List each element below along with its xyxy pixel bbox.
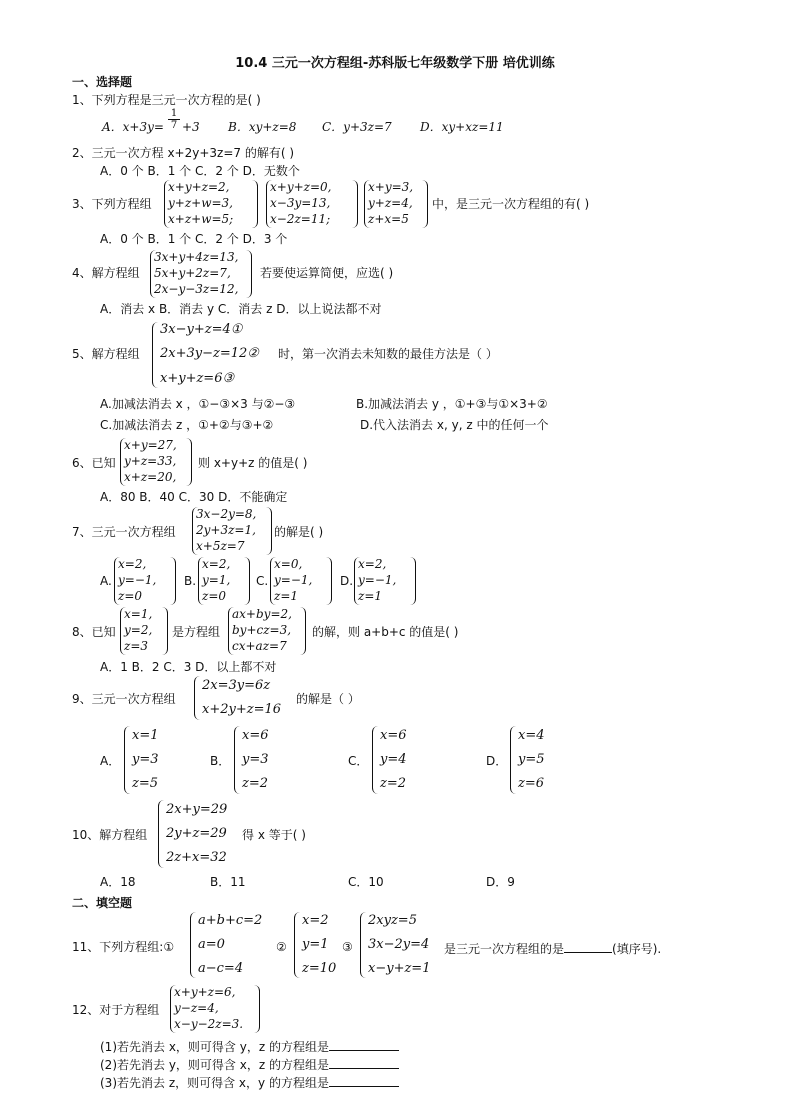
q12-part3-blank[interactable] (329, 1074, 399, 1087)
page-title: 10.4 三元一次方程组-苏科版七年级数学下册 培优训练 (235, 56, 555, 71)
q11-s1-eq2: a=0 (198, 937, 225, 952)
q3-system2-eq1: x+y+z=0, (270, 180, 332, 194)
q11-suffix-line (444, 940, 661, 956)
q4-eq3: 2x−y−3z=12, (154, 282, 239, 296)
q3-system3-bar (422, 180, 428, 228)
q5-eq3: x+y+z=6③ (160, 371, 235, 386)
q4-suffix: 若要使运算简便，应选( ) (260, 266, 394, 280)
q7-d-eq2: y=−1, (358, 573, 397, 587)
q12-part2: (2)若先消去 y，则可得含 x，z 的方程组是 (100, 1058, 329, 1072)
q8-system-bar (300, 607, 306, 655)
q12-eq3: x−y−2z=3. (174, 1017, 244, 1031)
q6-eq2: y+z=33, (124, 454, 177, 468)
q9-label-d: D． (486, 754, 508, 768)
q7-b-eq3: z=0 (202, 589, 227, 603)
q9-b-eq3: z=2 (242, 776, 269, 791)
q11-s3-eq3: x−y+z=1 (368, 961, 431, 976)
q2-options: A．0 个 B．1 个 C．2 个 D．无数个 (100, 164, 300, 178)
q7-d-eq1: x=2, (358, 557, 387, 571)
q7-c-eq1: x=0, (274, 557, 303, 571)
q3-system2-eq3: x−2z=11; (270, 212, 331, 226)
q10-prefix: 10、解方程组 (72, 828, 148, 842)
q8-sol-eq2: y=2, (124, 623, 153, 637)
q8-sol-eq3: z=3 (124, 639, 149, 653)
q7-a-eq2: y=−1, (118, 573, 157, 587)
q1-option-a: A．x+3y= (102, 120, 164, 134)
q11-suffix: 是三元一次方程组的是 (444, 942, 565, 956)
q7-b-eq2: y=1, (202, 573, 231, 587)
q8-eq2: by+cz=3, (232, 623, 292, 637)
q6-eq1: x+y=27, (124, 438, 177, 452)
q3-system3-eq3: z+x=5 (368, 212, 409, 226)
q5-eq2: 2x+3y−z=12② (160, 346, 259, 361)
q11-s2-eq1: x=2 (302, 913, 329, 928)
q9-label-b: B． (210, 754, 231, 768)
q12-part3-line (100, 1074, 399, 1090)
q10-suffix: 得 x 等于( ) (242, 828, 306, 842)
q11-s2-eq3: z=10 (302, 961, 337, 976)
q12-part1: (1)若先消去 x，则可得含 y，z 的方程组是 (100, 1040, 329, 1054)
q5-option-a: A.加减法消去 x ，①−③×3 与②−③ (100, 397, 296, 411)
q6-prefix: 6、已知 (72, 456, 116, 470)
q7-d-eq3: z=1 (358, 589, 383, 603)
q11-system3-brace (360, 912, 366, 978)
q11-circle-2: ② (276, 940, 287, 954)
q3-system1-eq2: y+z+w=3, (168, 196, 233, 210)
q12-prefix: 12、对于方程组 (72, 1003, 160, 1017)
section-heading-choice: 一、选择题 (72, 75, 133, 89)
q3-system2-bar (352, 180, 358, 228)
q11-s3-eq1: 2xyz=5 (368, 913, 417, 928)
q3-system3-eq2: y+z=4, (368, 196, 413, 210)
q10-system-brace (158, 800, 164, 868)
q3-system1-eq3: x+z+w=5; (168, 212, 234, 226)
q9-label-c: C． (348, 754, 369, 768)
q5-eq1: 3x−y+z=4① (160, 322, 243, 337)
q9-eq1: 2x=3y=6z (202, 678, 271, 693)
q12-eq1: x+y+z=6, (174, 985, 236, 999)
q7-a-bar (170, 557, 176, 605)
q7-d-bar (410, 557, 416, 605)
q1-option-a-tail: +3 (182, 120, 200, 134)
q7-label-a: A. (100, 574, 112, 588)
q3-system2-eq2: x−3y=13, (270, 196, 331, 210)
q11-s3-eq2: 3x−2y=4 (368, 937, 430, 952)
q6-eq3: x+z=20, (124, 470, 177, 484)
q7-eq3: x+5z=7 (196, 539, 245, 553)
q4-prefix: 4、解方程组 (72, 266, 140, 280)
q9-d-eq2: y=5 (518, 752, 545, 767)
q7-b-bar (244, 557, 250, 605)
q11-prefix: 11、下列方程组:① (72, 940, 175, 954)
q3-suffix: 中，是三元一次方程组的有( ) (432, 197, 590, 211)
q1-option-c: C．y+3z=7 (322, 120, 392, 134)
q9-label-a: A． (100, 754, 121, 768)
q4-eq2: 5x+y+2z=7, (154, 266, 231, 280)
q11-s2-eq2: y=1 (302, 937, 329, 952)
q8-prefix: 8、已知 (72, 625, 116, 639)
q10-eq2: 2y+z=29 (166, 826, 227, 841)
q7-label-c: C. (256, 574, 269, 588)
q7-suffix: 的解是( ) (274, 525, 324, 539)
q11-answer-blank[interactable] (564, 940, 612, 953)
q9-d-eq3: z=6 (518, 776, 545, 791)
q6-options: A．80 B．40 C．30 D．不能确定 (100, 490, 288, 504)
q8-mid: 是方程组 (172, 625, 221, 639)
q2-stem: 2、三元一次方程 x+2y+3z=7 的解有( ) (72, 146, 295, 160)
q11-s1-eq3: a−c=4 (198, 961, 244, 976)
q10-option-d: D．9 (486, 875, 515, 889)
q9-c-brace (372, 726, 378, 794)
q5-system-brace (152, 322, 158, 388)
q7-eq1: 3x−2y=8, (196, 507, 257, 521)
q12-part1-line (100, 1038, 399, 1054)
q6-system-bar (186, 438, 192, 486)
q10-option-c: C．10 (348, 875, 384, 889)
q7-c-eq2: y=−1, (274, 573, 313, 587)
q8-eq1: ax+by=2, (232, 607, 292, 621)
q3-prefix: 3、下列方程组 (72, 197, 152, 211)
q9-a-eq2: y=3 (132, 752, 159, 767)
q11-tail: (填序号). (612, 942, 662, 956)
q5-option-b: B.加减法消去 y ，①+③与①×3+② (356, 397, 548, 411)
q7-system-bar (266, 507, 272, 555)
q3-options: A．0 个 B．1 个 C．2 个 D．3 个 (100, 232, 288, 246)
q8-eq3: cx+az=7 (232, 639, 287, 653)
q7-prefix: 7、三元一次方程组 (72, 525, 176, 539)
q3-system1-eq1: x+y+z=2, (168, 180, 230, 194)
q9-b-eq2: y=3 (242, 752, 269, 767)
q5-option-c: C.加减法消去 z ，①+②与③+② (100, 418, 274, 432)
q1-stem: 1、下列方程是三元一次方程的是( ) (72, 93, 261, 107)
q9-system-brace (194, 676, 200, 720)
q10-option-b: B．11 (210, 875, 246, 889)
q9-eq2: x+2y+z=16 (202, 702, 282, 717)
q9-b-eq1: x=6 (242, 728, 269, 743)
q9-d-eq1: x=4 (518, 728, 545, 743)
q7-eq2: 2y+3z=1, (196, 523, 256, 537)
q12-part1-blank[interactable] (329, 1038, 399, 1051)
q11-system2-brace (294, 912, 300, 978)
q9-a-eq3: z=5 (132, 776, 159, 791)
q8-sol-eq1: x=1, (124, 607, 153, 621)
q12-eq2: y−z=4, (174, 1001, 219, 1015)
q1-option-b: B．xy+z=8 (228, 120, 297, 134)
q9-c-eq1: x=6 (380, 728, 407, 743)
q7-a-eq3: z=0 (118, 589, 143, 603)
q8-options: A．1 B．2 C．3 D．以上都不对 (100, 660, 277, 674)
section-heading-fill: 二、填空题 (72, 896, 133, 910)
q9-c-eq2: y=4 (380, 752, 407, 767)
q1-fraction (168, 108, 180, 131)
q7-b-eq1: x=2, (202, 557, 231, 571)
q9-c-eq3: z=2 (380, 776, 407, 791)
q9-prefix: 9、三元一次方程组 (72, 692, 176, 706)
q5-option-d: D.代入法消去 x, y, z 中的任何一个 (360, 418, 549, 432)
q7-c-eq3: z=1 (274, 589, 299, 603)
q5-suffix: 时，第一次消去未知数的最佳方法是（ ） (278, 347, 498, 361)
q4-options: A．消去 x B．消去 y C．消去 z D．以上说法都不对 (100, 302, 382, 316)
q1-fraction-den: 7 (168, 119, 180, 131)
q7-label-d: D. (340, 574, 354, 588)
q8-solution-bar (162, 607, 168, 655)
q5-prefix: 5、解方程组 (72, 347, 140, 361)
q7-label-b: B. (184, 574, 197, 588)
q3-system1-bar (252, 180, 258, 228)
q4-eq1: 3x+y+4z=13, (154, 250, 239, 264)
q11-s1-eq1: a+b+c=2 (198, 913, 263, 928)
q10-eq1: 2x+y=29 (166, 802, 228, 817)
q9-b-brace (234, 726, 240, 794)
q12-part3: (3)若先消去 z，则可得含 x，y 的方程组是 (100, 1076, 329, 1090)
q8-suffix: 的解，则 a+b+c 的值是( ) (312, 625, 459, 639)
q10-eq3: 2z+x=32 (166, 850, 227, 865)
q3-system3-eq1: x+y=3, (368, 180, 414, 194)
q12-part2-line (100, 1056, 399, 1072)
q11-circle-3: ③ (342, 940, 353, 954)
q12-part2-blank[interactable] (329, 1056, 399, 1069)
q7-c-bar (326, 557, 332, 605)
q1-fraction-num: 1 (170, 108, 178, 119)
q12-system-bar (254, 985, 260, 1033)
q9-d-brace (510, 726, 516, 794)
q11-system1-brace (190, 912, 196, 978)
q7-a-eq1: x=2, (118, 557, 147, 571)
q4-system-bar (246, 250, 252, 298)
q1-option-d: D．xy+xz=11 (420, 120, 504, 134)
q9-a-brace (124, 726, 130, 794)
q9-a-eq1: x=1 (132, 728, 159, 743)
q9-suffix: 的解是（ ） (296, 692, 360, 706)
q6-suffix: 则 x+y+z 的值是( ) (198, 456, 308, 470)
q10-option-a: A．18 (100, 875, 136, 889)
